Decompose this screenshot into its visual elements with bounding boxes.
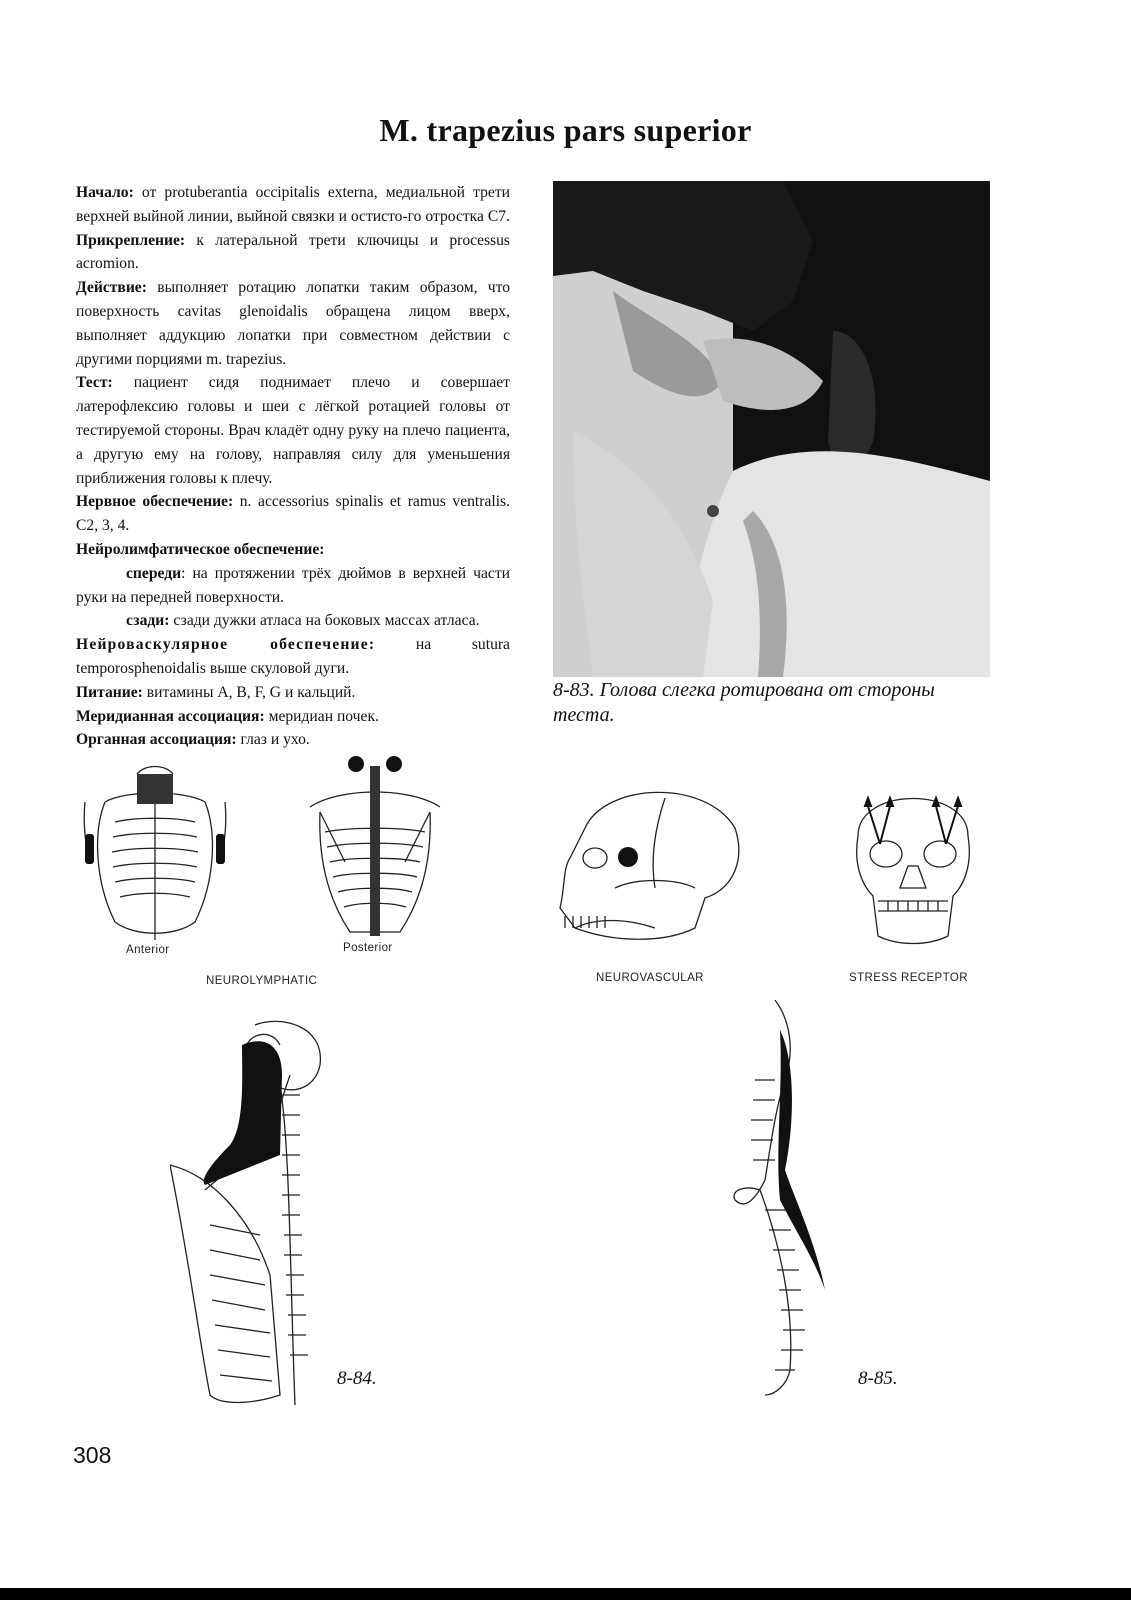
neurovascular-text: на sutura temporosphenoidalis выше скуловой дуги. [76, 636, 510, 677]
stress-receptor-skull-diagram [838, 776, 988, 951]
neurolymphatic-posterior-diagram [300, 752, 450, 942]
neurolymphatic-back [76, 609, 510, 633]
insertion-text: к латеральной трети ключицы и processus acromion. [76, 231, 510, 273]
origin-paragraph [76, 181, 510, 229]
meridian-paragraph [76, 705, 510, 729]
organ-paragraph [76, 728, 510, 752]
neurovascular-paragraph [76, 633, 510, 681]
origin-label: Начало: [76, 184, 134, 201]
nutrition-paragraph [76, 681, 510, 705]
back-text: сзади дужки атласа на боковых массах атласа. [169, 612, 480, 630]
neurovascular-label: NEUROVASCULAR [596, 972, 704, 984]
test-paragraph [76, 371, 510, 490]
insertion-label: Прикрепление: [76, 231, 186, 249]
nerve-paragraph [76, 490, 510, 538]
spine-lateral-diagram [725, 1000, 845, 1400]
organ-text: глаз и ухо. [236, 731, 310, 749]
anterior-label: Anterior [126, 944, 170, 956]
page-number: 308 [73, 1442, 112, 1468]
trapezius-back-diagram [170, 1015, 345, 1425]
back-label: сзади: [126, 612, 170, 630]
organ-label: Органная ассоциация: [76, 731, 237, 749]
figure-number-84: 8-84. [337, 1368, 377, 1389]
description-text [76, 181, 510, 752]
nutrition-text: витамины A, B, F, G и кальций. [142, 683, 356, 701]
meridian-label: Меридианная ассоциация: [76, 707, 265, 725]
bottom-border [0, 1588, 1131, 1600]
posterior-label: Posterior [343, 942, 393, 954]
neurolymphatic-label: Нейролимфатическое обеспечение: [76, 540, 325, 558]
front-text: : на протяжении трёх дюймов в верхней части руки на передней поверхности. [76, 564, 510, 606]
photo-caption: 8-83. Голова слегка ротирована от стороны теста. [553, 679, 935, 726]
nerve-label: Нервное обеспечение: [76, 493, 234, 511]
neurolymphatic-heading [76, 538, 510, 562]
page-title: M. trapezius pars superior [379, 112, 752, 148]
action-paragraph [76, 276, 510, 371]
front-label: спереди [126, 564, 182, 582]
test-photo [553, 181, 990, 677]
figure-number-85: 8-85. [858, 1368, 898, 1389]
neurovascular-label: Нейроваскулярное обеспечение: [76, 636, 376, 654]
neurolymphatic-label: NEUROLYMPHATIC [206, 975, 318, 987]
meridian-text: меридиан почек. [264, 707, 379, 725]
action-label: Действие: [76, 279, 147, 297]
neurolymphatic-front [76, 562, 510, 610]
test-text: пациент сидя поднимает плечо и совершает латерофлексию головы и шеи с лёгкой ротацией головы от тестируемой стороны. Врач кладёт одну руку на плечо пациента, а другую ему на голову, направляя силу для уменьшения приближения головы к плечу. [76, 374, 510, 487]
stress-receptor-label: STRESS RECEPTOR [849, 972, 968, 984]
insertion-paragraph [76, 229, 510, 277]
origin-text: от protuberantia occipitalis externa, медиальной трети верхней выйной линии, выйной связки и остисто-го отростка С7. [76, 184, 510, 225]
neurovascular-skull-diagram [555, 778, 745, 948]
test-label: Тест: [76, 374, 113, 392]
nutrition-label: Питание: [76, 683, 143, 701]
neurolymphatic-anterior-diagram [75, 762, 235, 942]
action-text: выполняет ротацию лопатки таким образом, что поверхность cavitas glenoidalis обращена лицом вверх, выполняет аддукцию лопатки при совместном действии с другими порциями m. trapezius. [76, 279, 510, 368]
nerve-text: n. accessorius spinalis et ramus ventralis. C2, 3, 4. [76, 493, 510, 535]
